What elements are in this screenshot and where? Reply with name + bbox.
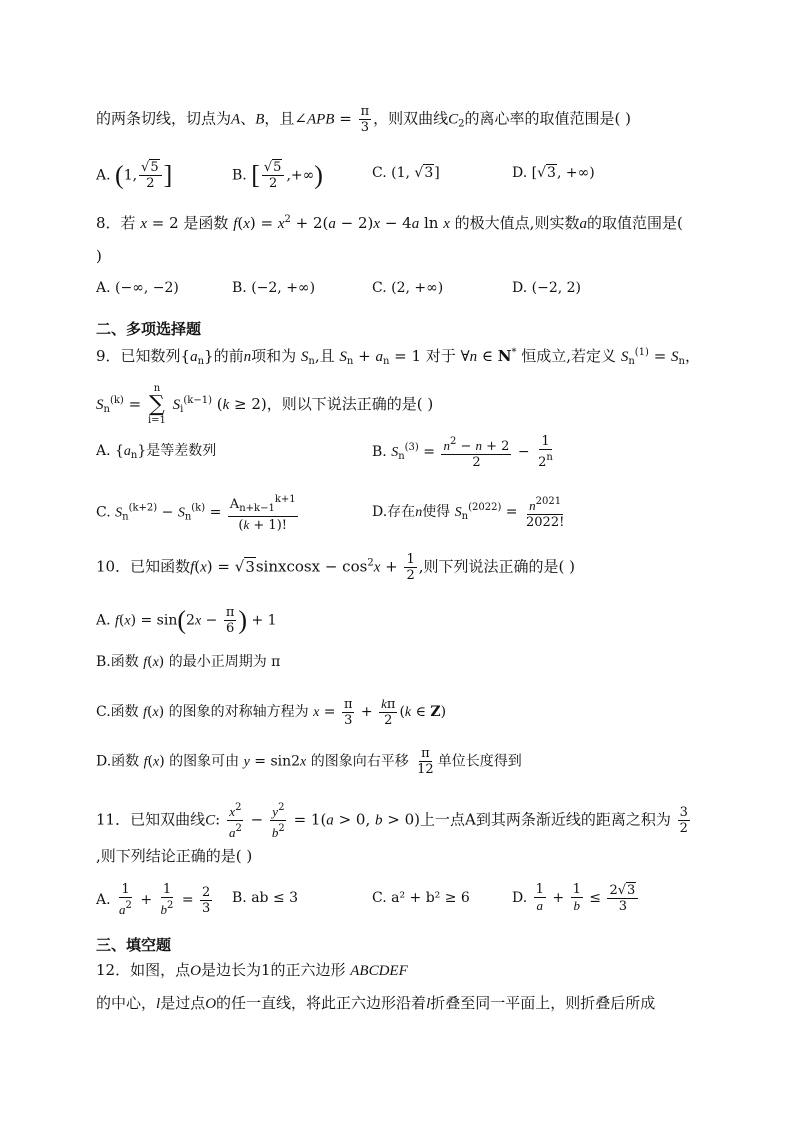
q10-option-d: D.函数 f(x) 的图象可由 y = sin2x 的图象向右平移 $\frac{\pi}{12}$ 单位长度得到 — [96, 746, 522, 777]
q9-definition: $S_n^{(k)}$ = n ∑ i=1 $S_i^{(k-1)}$ (k ≥ 2)，则以下说法正确的是( ) — [96, 383, 434, 426]
q9-stem: 9．已知数列$\{a_n\}$的前n项和为 $S_n$,且 $S_n + a_n = 1$ 对于 ∀n ∈ N* 恒成立,若定义 $S_n^{(1)} = S_n$， — [96, 347, 701, 367]
q8-close: ) — [96, 247, 102, 265]
q10-option-a: A. f(x) = sin(2x − $\frac{\pi}{6}$ ) + 1 — [96, 605, 277, 636]
section-heading-fill-in: 三、填空题 — [96, 936, 172, 954]
q9-option-a: A. $\{a_n\}$是等差数列 — [96, 443, 217, 461]
q9-option-c: C. $S_n^{(k+2)} - S_n^{(k)}$ = $\frac{A_{n+k-1}^{k+1}}{(k + 1)!}$ — [96, 494, 296, 533]
q7-option-a: A. (1, $\frac{√5}{2}$ ] — [96, 160, 173, 191]
q8-option-a: A. (−∞, −2) — [96, 280, 179, 296]
q11-option-b: B. ab ≤ 3 — [232, 890, 299, 906]
q11-stem: 11．已知双曲线C: $\frac{x^2}{a^2}$ − $\frac{y^2}{b^2}$ = 1(a > 0, b > 0)上一点A到其两条渐近线的距离之积为 $\frac{3}{2}$ — [96, 802, 688, 840]
q9-option-d: D.存在n使得 $S_n^{(2022)}$ = $\frac{n^{2021}}{2022!}$ — [372, 496, 565, 530]
q10-option-b: B.函数 f(x) 的最小正周期为 π — [96, 654, 281, 670]
section-heading-multiple-choice: 二、多项选择题 — [96, 320, 202, 338]
q12-stem-continued: 的中心，l是过点O的任一直线，将此正六边形沿着l折叠至同一平面上，则折叠后所成 — [96, 994, 656, 1012]
q8-stem: 8．若 x = 2 是函数 $f(x) = x^2 + 2(a - 2)x - 4a$ ln x 的极大值点,则实数a的取值范围是( — [96, 214, 683, 232]
q9-option-b: B. $S_n^{(3)}$ = $\frac{n^2 - n + 2}{2}$ − $\frac{1}{2^n}$ — [372, 434, 553, 470]
q11-option-a: A. $\frac{1}{a^2}$ + $\frac{1}{b^2}$ = $\frac{2}{3}$ — [96, 882, 211, 917]
q8-option-c: C. (2, +∞) — [372, 280, 444, 296]
q8-option-d: D. (−2, 2) — [512, 280, 581, 296]
q11-option-d: D. $\frac{1}{a}$ + $\frac{1}{b}$ ≤ $\frac{2√3}{3}$ — [512, 882, 640, 914]
q11-option-c: C. a² + b² ≥ 6 — [372, 890, 470, 906]
q10-option-c: C.函数 f(x) 的图象的对称轴方程为 x = $\frac{\pi}{3}$ + $\frac{k\pi}{2}$ (k ∈ Z) — [96, 696, 447, 728]
q7-stem: 的两条切线，切点为A、B，且∠APB = $\frac{\pi}{3}$ ，则双曲线$C_2$的离心率的取值范围是( ) — [96, 104, 631, 135]
q10-stem: 10．已知函数f(x) = √3sinxcosx − $\cos^2x$ + $\frac{1}{2}$ ,则下列说法正确的是( ) — [96, 552, 575, 583]
q7-option-b: B. [ $\frac{√5}{2}$ ,+∞) — [232, 160, 323, 191]
q7-option-d: D. [√3, +∞) — [512, 165, 595, 181]
q7-option-c: C. (1, √3] — [372, 165, 440, 181]
q12-stem: 12．如图，点O是边长为1的正六边形 ABCDEF — [96, 961, 408, 979]
q8-option-b: B. (−2, +∞) — [232, 280, 316, 296]
q11-stem-continued: ,则下列结论正确的是( ) — [96, 847, 253, 865]
